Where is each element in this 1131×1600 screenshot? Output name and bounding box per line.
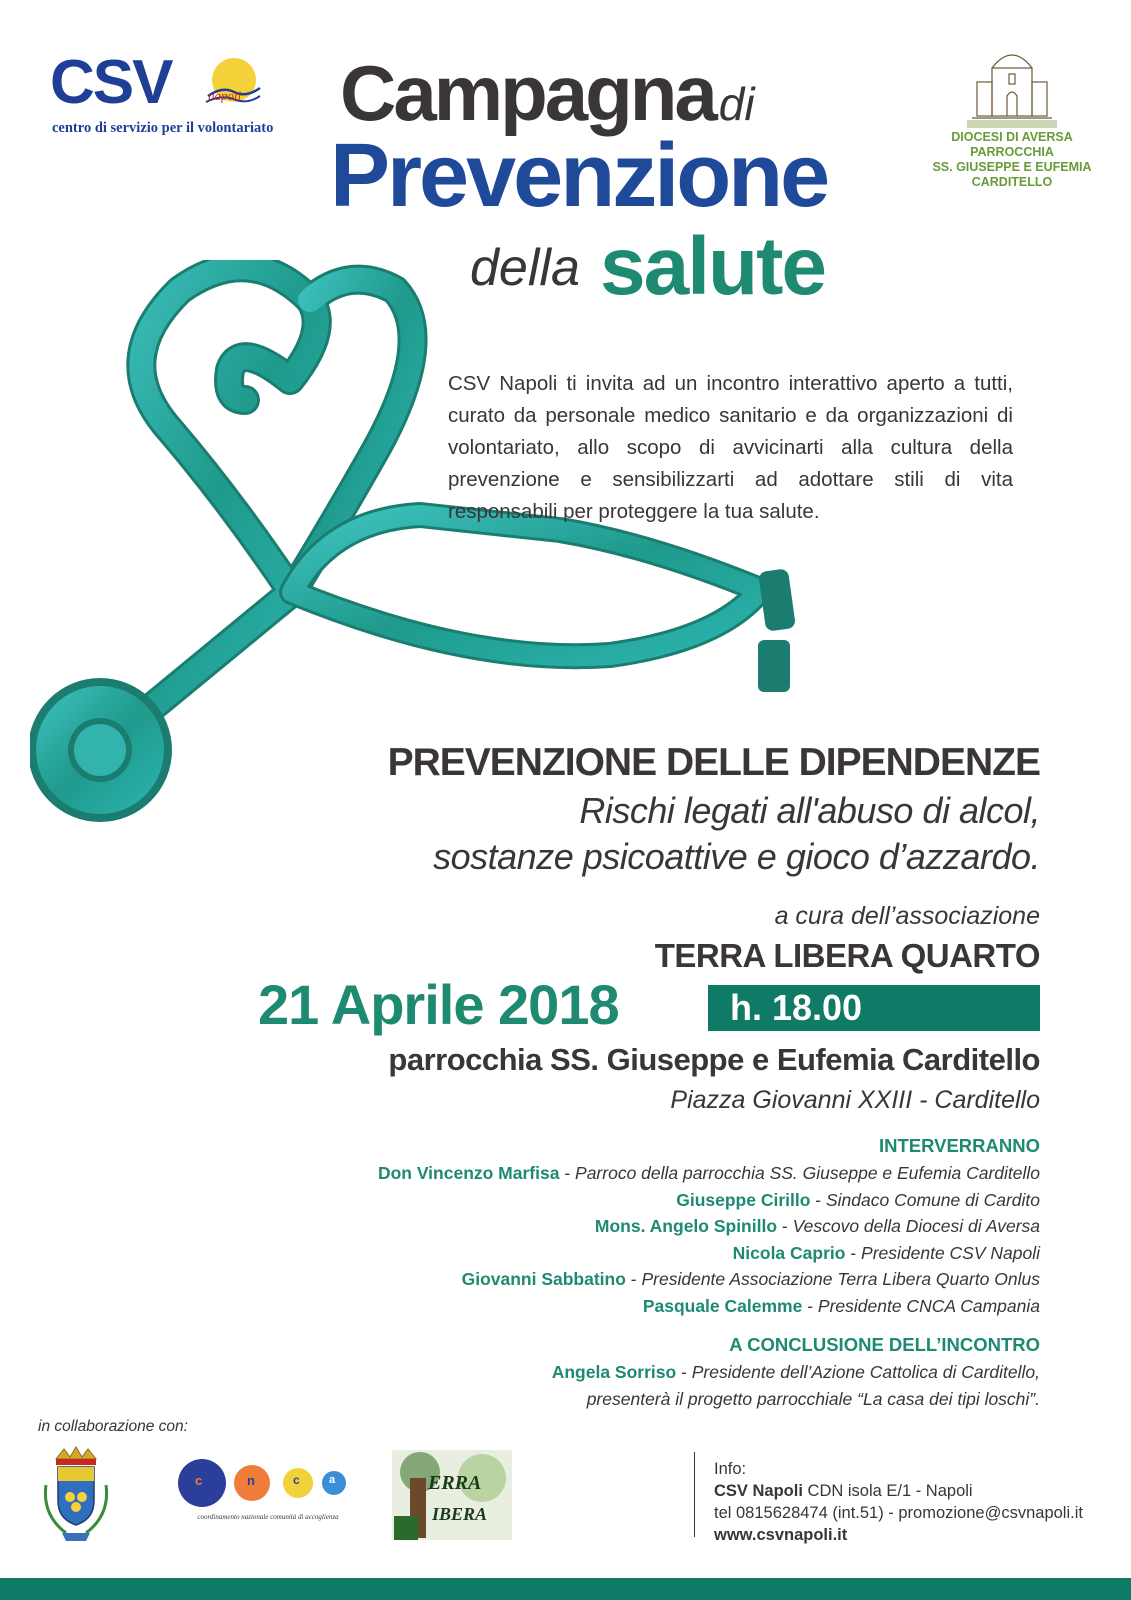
title-della: della <box>470 239 580 297</box>
speakers-section <box>200 1132 1040 1412</box>
title-di: di <box>718 78 755 130</box>
speaker-name: Nicola Caprio <box>732 1242 846 1263</box>
speaker-row: Giuseppe Cirillo - Sindaco Comune di Cardito <box>676 1189 1040 1210</box>
conclusion-row: Angela Sorriso - Presidente dell’Azione Cattolica di Carditello, <box>551 1362 1040 1382</box>
event-address: Piazza Giovanni XXIII - Carditello <box>670 1086 1040 1114</box>
cnca-circles-icon <box>178 1455 358 1535</box>
csv-logo-tagline: centro di servizio per il volontariato <box>52 120 274 136</box>
speaker-role: Presidente CNCA Campania <box>817 1295 1040 1316</box>
info-contact: tel 0815628474 (int.51) - promozione@csvnapoli.it <box>714 1504 1083 1522</box>
speaker-name: Pasquale Calemme <box>642 1295 803 1316</box>
conclusion-role-line1: Presidente dell’Azione Cattolica di Carditello, <box>691 1362 1040 1382</box>
diocese-line: SS. GIUSEPPE E EUFEMIA <box>932 160 1092 174</box>
cnca-logo <box>178 1455 358 1535</box>
speaker-name: Giovanni Sabbatino <box>461 1269 626 1289</box>
terra-logo-text-1: ERRA <box>428 1472 482 1494</box>
event-date: 21 Aprile 2018 <box>258 973 619 1036</box>
event-subtitle-line1: Rischi legati all'abuso di alcol, <box>579 790 1040 831</box>
csv-logo-letters: CSV <box>50 48 172 117</box>
conclusion-speaker-name: Angela Sorriso <box>551 1362 677 1382</box>
collaboration-label: in collaborazione con: <box>38 1418 188 1435</box>
footer-band <box>0 1578 1131 1600</box>
cnca-letter: c <box>195 1473 203 1488</box>
association-name: TERRA LIBERA QUARTO <box>654 937 1040 974</box>
conclusion-section <box>200 1331 1040 1412</box>
event-heading: PREVENZIONE DELLE DIPENDENZE <box>387 741 1040 784</box>
title-salute: salute <box>600 221 825 312</box>
municipal-crest-icon <box>36 1445 116 1545</box>
csv-logo-city: napoli <box>208 88 242 103</box>
diocese-line: PARROCCHIA <box>970 145 1054 159</box>
speaker-name: Mons. Angelo Spinillo <box>594 1216 778 1236</box>
terra-logo-text-2: IBERA <box>432 1504 488 1524</box>
curated-by: a cura dell’associazione <box>774 902 1040 930</box>
event-subtitle-line2: sostanze psicoattive e gioco d’azzardo. <box>433 836 1040 877</box>
conclusion-heading: A CONCLUSIONE DELL’INCONTRO <box>729 1334 1040 1355</box>
diocese-line: CARDITELLO <box>971 175 1053 189</box>
speaker-row: Nicola Caprio - Presidente CSV Napoli <box>732 1242 1040 1263</box>
speaker-row: Pasquale Calemme - Presidente CNCA Campania <box>642 1295 1040 1316</box>
info-divider <box>694 1452 695 1537</box>
intro-paragraph: CSV Napoli ti invita ad un incontro interattivo aperto a tutti, curato da personale medico sanitario e da organizzazioni di volontariato, allo scopo di avvicinarti alla cultura della prevenzione e sensibilizzarti ad adottare stili di vita responsabili per proteggere la tua salute. <box>448 372 1013 523</box>
speaker-row: Giovanni Sabbatino - Presidente Associazione Terra Libera Quarto Onlus <box>461 1269 1040 1289</box>
diocese-text <box>922 130 1102 190</box>
info-label: Info: <box>714 1460 747 1478</box>
speakers-heading: INTERVERRANNO <box>878 1135 1040 1156</box>
info-block <box>714 1458 1083 1546</box>
speaker-role: Presidente Associazione Terra Libera Quarto Onlus <box>641 1269 1040 1289</box>
event-time: h. 18.00 <box>730 987 863 1028</box>
speaker-name: Don Vincenzo Marfisa <box>377 1163 560 1183</box>
info-address: CDN isola E/1 - Napoli <box>802 1482 973 1500</box>
terra-libera-logo <box>392 1450 512 1540</box>
diocese-logo <box>922 38 1102 208</box>
event-venue: parrocchia SS. Giuseppe e Eufemia Carditello <box>388 1042 1040 1077</box>
cnca-letter: c <box>293 1473 300 1487</box>
info-website[interactable]: www.csvnapoli.it <box>714 1526 848 1544</box>
title-campagna-word: Campagna <box>340 49 715 137</box>
speaker-name: Giuseppe Cirillo <box>676 1189 811 1210</box>
diocese-line: DIOCESI DI AVERSA <box>951 130 1073 144</box>
info-org: CSV Napoli <box>714 1482 803 1500</box>
conclusion-role-line2: presenterà il progetto parrocchiale “La casa dei tipi loschi”. <box>586 1388 1040 1409</box>
speaker-role: Presidente CSV Napoli <box>861 1242 1040 1263</box>
church-icon <box>967 38 1057 128</box>
title-prevenzione: Prevenzione <box>330 126 828 226</box>
speaker-role: Vescovo della Diocesi di Aversa <box>792 1216 1040 1236</box>
tree-icon <box>392 1450 512 1540</box>
event-time-box <box>708 985 1040 1031</box>
cnca-caption: coordinamento nazionale comunità di accoglienza <box>197 1513 339 1521</box>
cnca-letter: n <box>247 1473 255 1488</box>
speaker-row: Mons. Angelo Spinillo - Vescovo della Diocesi di Aversa <box>594 1216 1040 1236</box>
speaker-row: Don Vincenzo Marfisa - Parroco della parrocchia SS. Giuseppe e Eufemia Carditello <box>377 1163 1040 1183</box>
cnca-letter: a <box>329 1474 336 1486</box>
speaker-role: Parroco della parrocchia SS. Giuseppe e Eufemia Carditello <box>575 1163 1040 1183</box>
info-org-row <box>714 1480 1083 1502</box>
csv-napoli-logo <box>50 48 290 138</box>
speaker-role: Sindaco Comune di Cardito <box>825 1189 1040 1210</box>
